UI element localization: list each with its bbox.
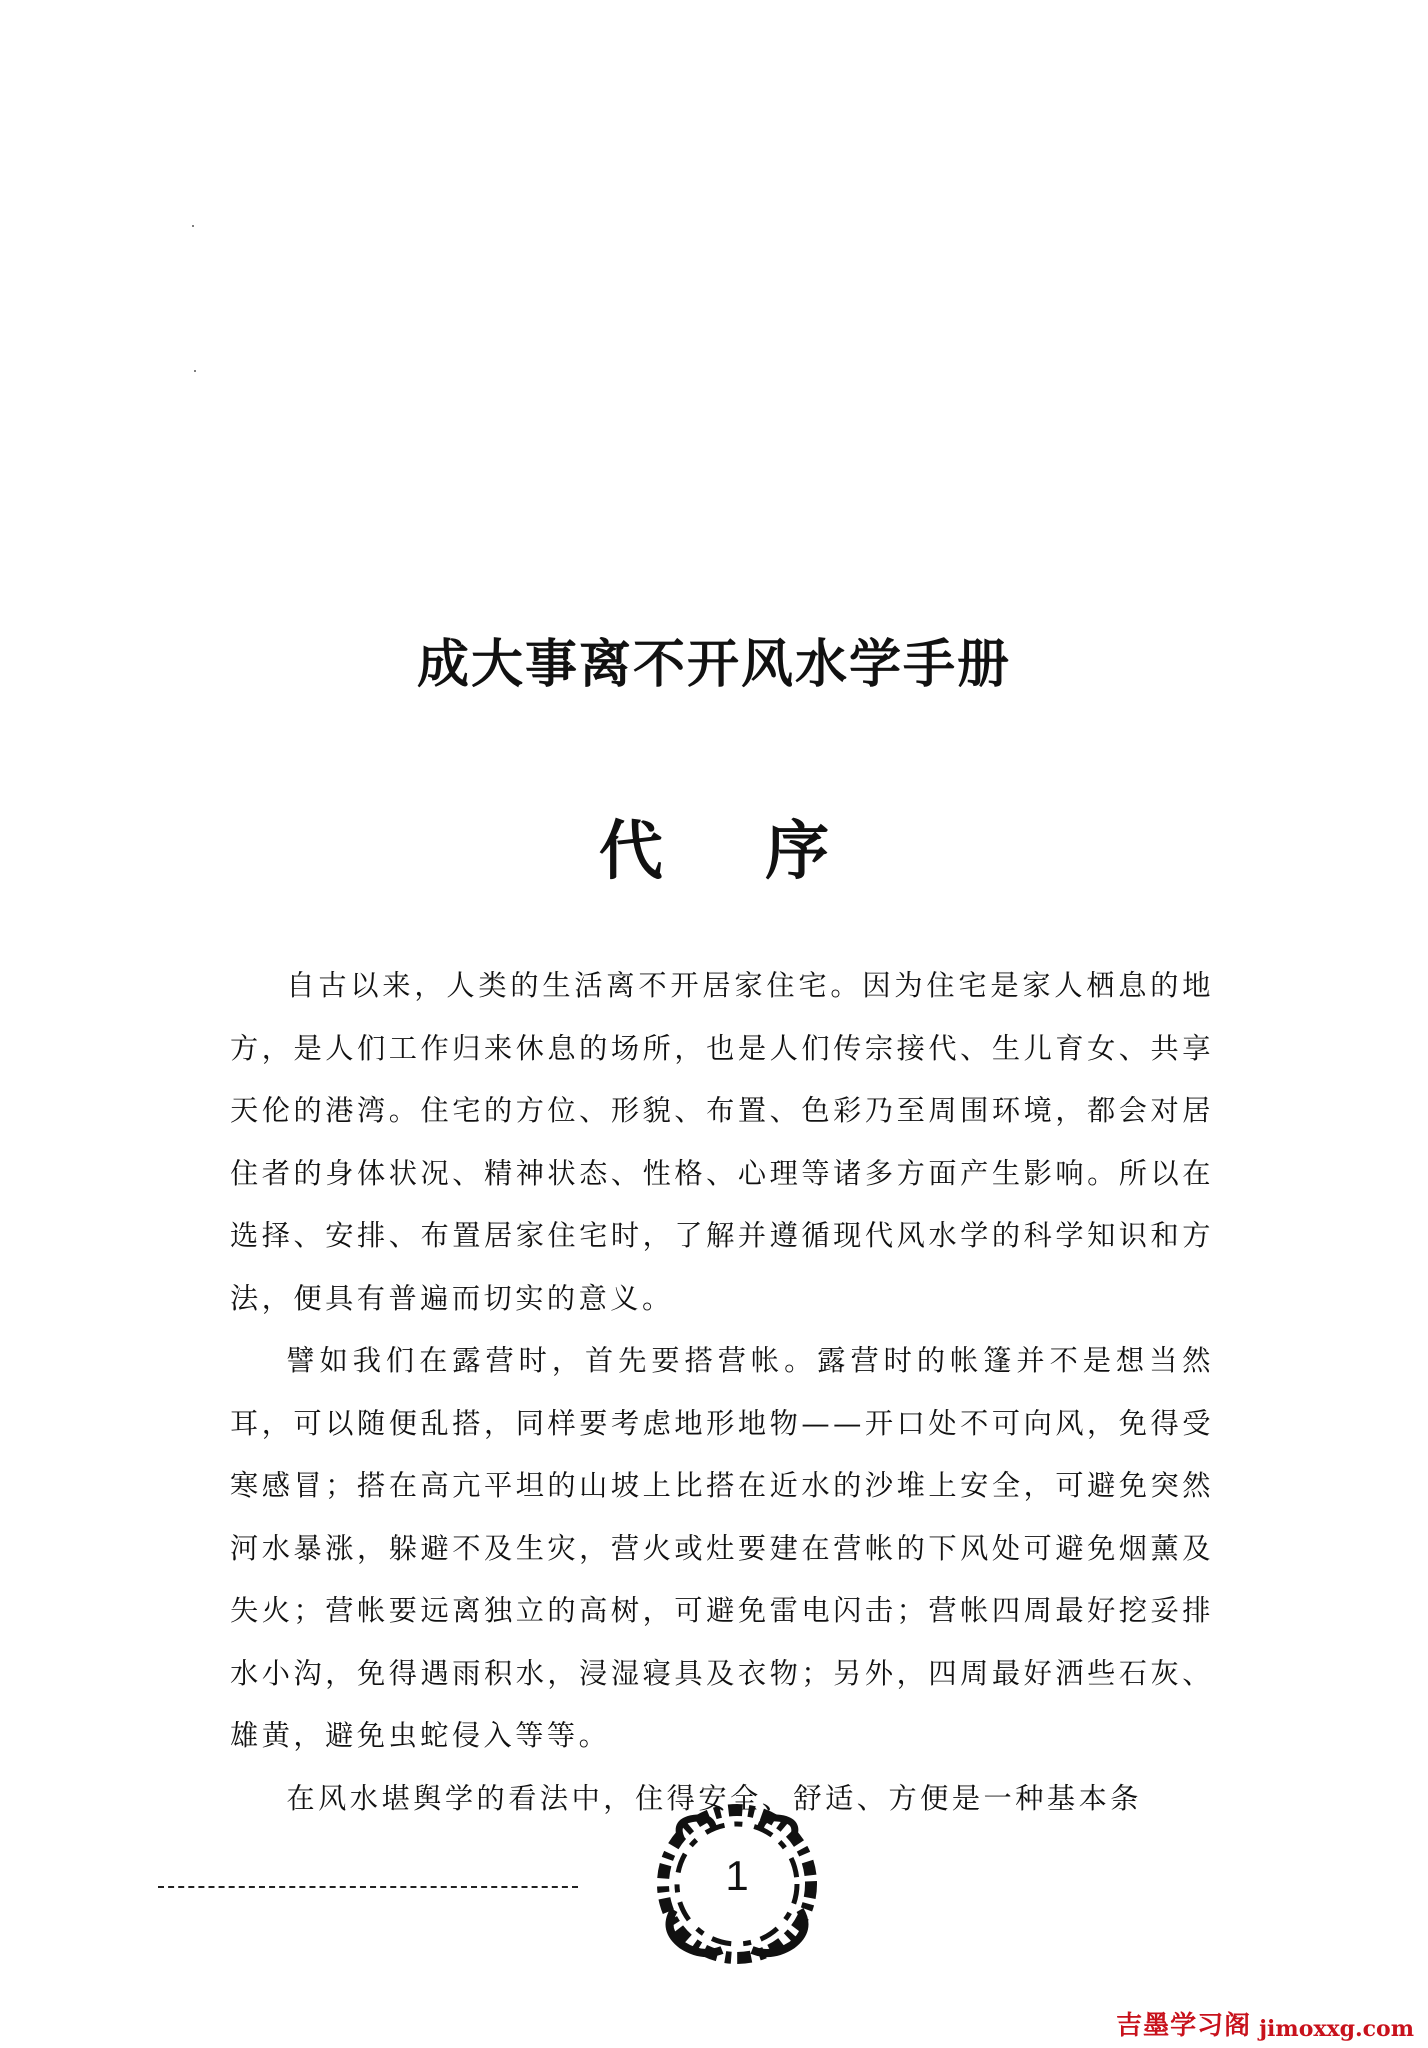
book-title: 成大事离不开风水学手册: [416, 635, 1011, 695]
paragraph: 自古以来，人类的生活离不开居家住宅。因为住宅是家人栖息的地方，是人们工作归来休息的场所，也是人们传宗接代、生儿育女、共享天伦的港湾。住宅的方位、形貌、布置、色彩乃至周围环境，都会对居住者的身体状况、精神状态、性格、心理等诸多方面产生影响。所以在选择、安排、布置居家住宅时，了解并遵循现代风水学的科学知识和方法，便具有普遍而切实的意义。: [230, 969, 1214, 1315]
page-number: 1: [725, 1852, 749, 1899]
site-watermark[interactable]: [1116, 2002, 1414, 2042]
scan-speck: [192, 225, 194, 227]
scan-speck: [194, 370, 196, 372]
watermark-url: jimoxxg.com: [1259, 2016, 1414, 2042]
section-title: 代 序: [598, 815, 870, 889]
body-text: [230, 955, 1214, 1830]
footer-dashed-rule: [158, 1886, 578, 1888]
paragraph: 在风水堪舆学的看法中，住得安全、舒适、方便是一种基本条: [286, 1781, 1142, 1815]
paragraph: 譬如我们在露营时，首先要搭营帐。露营时的帐篷并不是想当然耳，可以随便乱搭，同样要考虑地形地物——开口处不可向风，免得受寒感冒；搭在高亢平坦的山坡上比搭在近水的沙堆上安全，可避免突然河水暴涨，躲避不及生灾，营火或灶要建在营帐的下风处可避免烟薰及失火；营帐要远离独立的高树，可避免雷电闪击；营帐四周最好挖妥排水小沟，免得遇雨积水，浸湿寝具及衣物；另外，四周最好洒些石灰、雄黄，避免虫蛇侵入等等。: [230, 1344, 1214, 1752]
watermark-cn: 吉墨学习阁: [1116, 2011, 1252, 2041]
